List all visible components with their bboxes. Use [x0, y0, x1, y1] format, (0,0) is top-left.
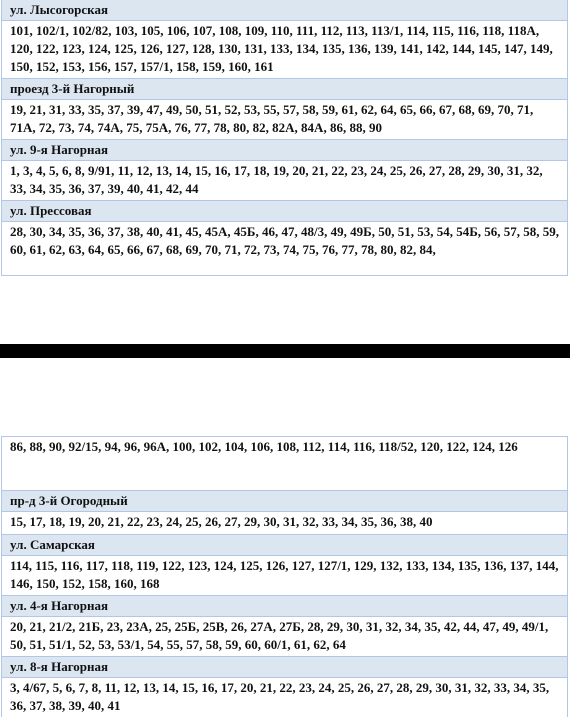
street-header: ул. 8-я Нагорная: [2, 657, 567, 678]
streets-table-bottom: [1, 436, 568, 717]
street-header: ул. Самарская: [2, 535, 567, 556]
house-numbers: 1, 3, 4, 5, 6, 8, 9/91, 11, 12, 13, 14, 15, 16, 17, 18, 19, 20, 21, 22, 23, 24, 25, 26, 27, 28, 29, 30, 31, 32, 33, 34, 35, 36, 37, 39, 40, 41, 42, 44: [2, 161, 567, 201]
house-numbers-continued: 86, 88, 90, 92/15, 94, 96, 96А, 100, 102, 104, 106, 108, 112, 114, 116, 118/52, 120, 122, 124, 126: [2, 437, 567, 491]
street-header: ул. 9-я Нагорная: [2, 140, 567, 161]
house-numbers: 101, 102/1, 102/82, 103, 105, 106, 107, 108, 109, 110, 111, 112, 113, 113/1, 114, 115, 116, 118, 118А, 120, 122, 123, 124, 125, 126, 127, 128, 130, 131, 133, 134, 135, 136, 139, 141, 142, 144, 145, 147, 149, 150, 152, 153, 156, 157, 157/1, 158, 159, 160, 161: [2, 21, 567, 79]
street-header: ул. Лысогорская: [2, 0, 567, 21]
streets-table-top: [1, 0, 568, 276]
house-numbers: 20, 21, 21/2, 21Б, 23, 23А, 25, 25Б, 25В, 26, 27А, 27Б, 28, 29, 30, 31, 32, 34, 35, 42, 44, 47, 49, 49/1, 50, 51, 51/1, 52, 53, 53/1, 54, 55, 57, 58, 59, 60, 60/1, 61, 62, 64: [2, 617, 567, 657]
street-header: ул. 4-я Нагорная: [2, 596, 567, 617]
street-header: ул. Прессовая: [2, 201, 567, 222]
house-numbers: 15, 17, 18, 19, 20, 21, 22, 23, 24, 25, 26, 27, 29, 30, 31, 32, 33, 34, 35, 36, 38, 40: [2, 512, 567, 535]
house-numbers: 3, 4/67, 5, 6, 7, 8, 11, 12, 13, 14, 15, 16, 17, 20, 21, 22, 23, 24, 25, 26, 27, 28, 29, 30, 31, 32, 33, 34, 35, 36, 37, 38, 39, 40, 41: [10, 680, 550, 713]
house-numbers: 19, 21, 31, 33, 35, 37, 39, 47, 49, 50, 51, 52, 53, 55, 57, 58, 59, 61, 62, 64, 65, 66, 67, 68, 69, 70, 71, 71А, 72, 73, 74, 74А, 75, 75А, 76, 77, 78, 80, 82, 82А, 84А, 86, 88, 90: [2, 100, 567, 140]
page-break-bar: [0, 344, 570, 358]
house-numbers: 114, 115, 116, 117, 118, 119, 122, 123, 124, 125, 126, 127, 127/1, 129, 132, 133, 134, 135, 136, 137, 144, 146, 150, 152, 158, 160, 168: [2, 556, 567, 596]
street-header: проезд 3-й Нагорный: [2, 79, 567, 100]
house-numbers: 28, 30, 34, 35, 36, 37, 38, 40, 41, 45, 45А, 45Б, 46, 47, 48/3, 49, 49Б, 50, 51, 53, 54, 54Б, 56, 57, 58, 59, 60, 61, 62, 63, 64, 65, 66, 67, 68, 69, 70, 71, 72, 73, 74, 75, 76, 77, 78, 80, 82, 84,: [10, 224, 560, 257]
street-header: пр-д 3-й Огородный: [2, 491, 567, 512]
